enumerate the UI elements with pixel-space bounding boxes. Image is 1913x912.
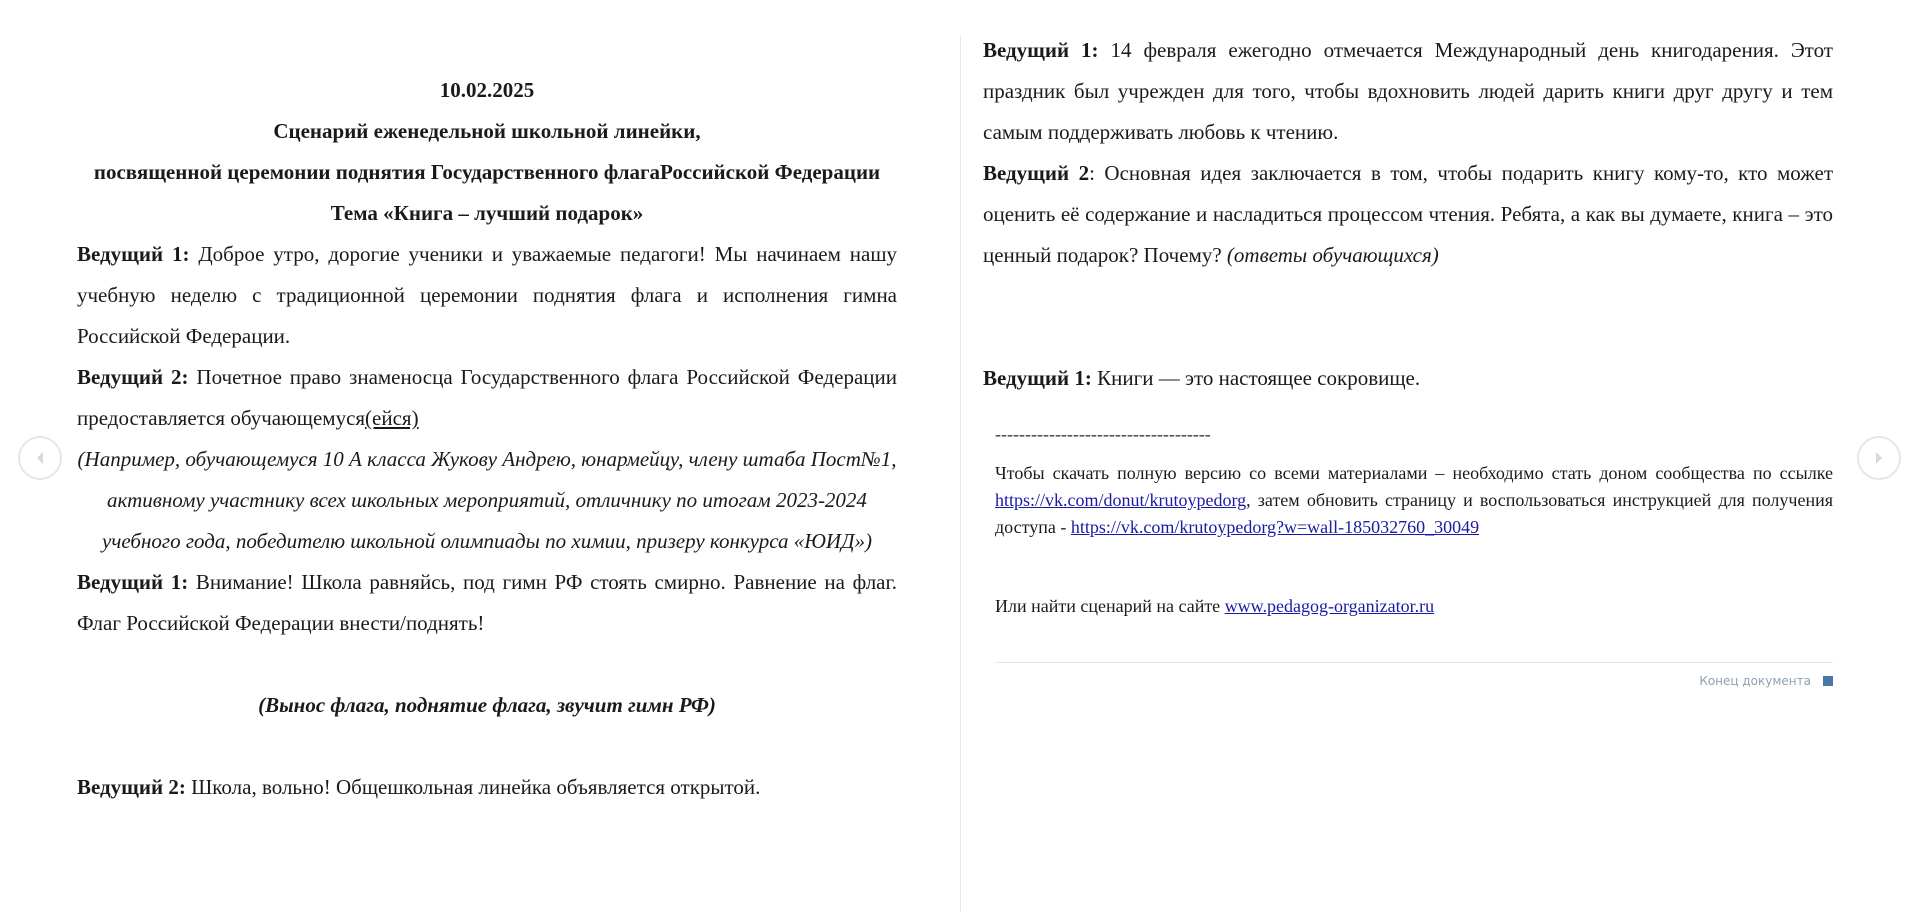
paragraph-text: Внимание! Школа равняйсь, под гимн РФ стоять смирно. Равнение на флаг. Флаг Российской Федерации внести/поднять! [77,570,897,635]
document-title-line1: Сценарий еженедельной школьной линейки, [273,119,701,143]
underlined-suffix: (ейся) [365,406,419,430]
wall-post-link[interactable]: https://vk.com/krutoypedorg?w=wall-185032760_30049 [1070,517,1480,537]
page-divider [960,36,961,912]
end-separator [995,662,1833,663]
prev-page-button[interactable] [18,436,62,480]
speaker-label: Ведущий 2: [77,365,189,389]
download-text: Чтобы скачать полную версию со всеми материалами – необходимо стать доном сообщества по ссылке [995,463,1833,483]
end-of-document [983,673,1833,689]
download-text: , затем обновить страницу и воспользоваться инструкцией для получения доступа - [995,490,1833,537]
document-footer [983,421,1833,620]
paragraph-text: Почетное право знаменосца Государственного флага Российской Федерации предоставляется обучающемуся [77,365,897,430]
site-link[interactable]: www.pedagog-organizator.ru [1224,596,1435,616]
paragraph-text: 14 февраля ежегодно отмечается Международный день книгодарения. Этот праздник был учрежден для того, чтобы вдохновить людей дарить книги друг другу и тем самым поддерживать любовь к чтению. [983,38,1833,144]
left-page [77,70,897,808]
speaker-label: Ведущий 2 [983,161,1090,185]
speaker-label: Ведущий 1: [983,366,1092,390]
chevron-left-icon [32,450,48,466]
paragraph-7 [983,358,1833,399]
example-note: (Например, обучающемуся 10 А класса Жукову Андрею, юнармейцу, члену штаба Пост№1, активному участнику всех школьных мероприятий, отличнику по итогам 2023-2024 учебного года, победителю школьной олимпиады по химии, призеру конкурса «ЮИД») [77,447,897,553]
paragraph-text: Школа, вольно! Общешкольная линейка объявляется открытой. [185,775,761,799]
paragraph-5 [983,30,1833,153]
site-paragraph [995,593,1833,620]
paragraph-text: Доброе утро, дорогие ученики и уважаемые педагоги! Мы начинаем нашу учебную неделю с традиционной церемонии поднятия флага и исполнения гимна Российской Федерации. [77,242,897,348]
end-of-document-label: Конец документа [1699,674,1811,688]
right-page [983,30,1833,689]
chevron-right-icon [1871,450,1887,466]
document-date: 10.02.2025 [439,78,535,102]
paragraph-3 [77,562,897,644]
next-page-button[interactable] [1857,436,1901,480]
speaker-label: Ведущий 1: [983,38,1099,62]
paragraph-2 [77,357,897,439]
document-theme: Тема «Книга – лучший подарок» [330,201,644,225]
paragraph-4 [77,767,897,808]
answers-note: (ответы обучающихся) [1226,243,1439,267]
speaker-label: Ведущий 2: [77,775,186,799]
paragraph-text: Книги — это настоящее сокровище. [1091,366,1421,390]
speaker-label: Ведущий 1: [77,242,190,266]
donut-link[interactable]: https://vk.com/donut/krutoypedorg [995,490,1247,510]
paragraph-6 [983,153,1833,276]
site-text: Или найти сценарий на сайте [995,596,1225,616]
footer-separator: ------------------------------------ [995,424,1211,444]
end-square-icon [1823,676,1833,686]
flag-note: (Вынос флага, поднятие флага, звучит гимн РФ) [258,693,716,717]
paragraph-text: : Основная идея заключается в том, чтобы подарить книгу кому-то, кто может оценить её содержание и насладиться процессом чтения. Ребята, а как вы думаете, книга – это ценный подарок? Почему? [983,161,1833,267]
download-paragraph [995,460,1833,541]
speaker-label: Ведущий 1: [77,570,189,594]
paragraph-1 [77,234,897,357]
document-title-line2: посвященной церемонии поднятия Государственного флагаРоссийской Федерации [93,160,881,184]
